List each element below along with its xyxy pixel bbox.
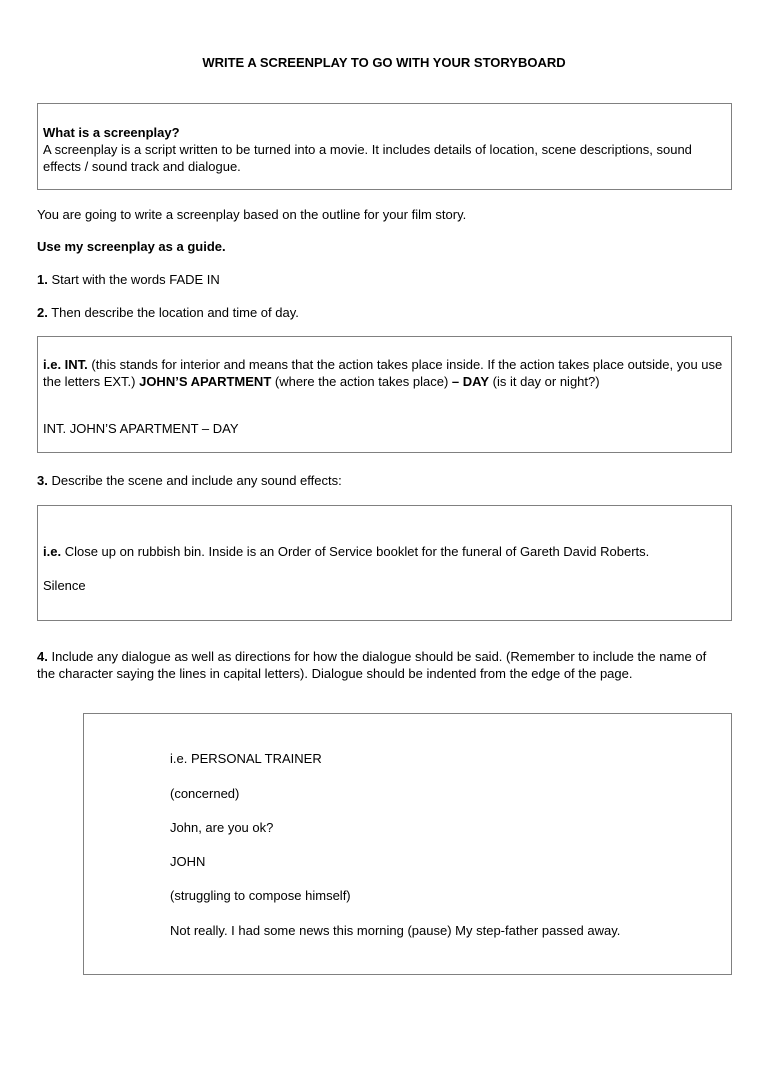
step-number: 3. [37,473,48,488]
guide-text: Use my screenplay as a guide. [37,239,226,254]
intro-text: You are going to write a screenplay based on the outline for your film story. [37,207,467,222]
step-number: 4. [37,649,48,664]
step-1 [37,271,220,288]
definition-body: A screenplay is a script written to be turned into a movie. It includes details of location, scene descriptions, sound effects / sound track and dialogue. [43,142,692,174]
location-text-2: (where the action takes place) [271,374,452,389]
location-day: – DAY [451,374,490,389]
location-ie-label: i.e. INT. [43,357,88,372]
scene-sound: Silence [43,578,86,593]
step-text: Include any dialogue as well as directions for how the dialogue should be said. (Remember to include the name of the character saying the lines in capital letters). Dialogue should be indented from the edge of the page. [37,649,707,681]
step-text: Start with the words FADE IN [47,272,220,287]
definition-box [37,103,732,190]
location-text-1: (this stands for interior and means that the action takes place inside. If the action takes place outside, you use the letters EXT.) [43,357,723,389]
step-2 [37,304,299,321]
definition-heading: What is a screenplay? [43,125,180,140]
dialogue-line: JOHN [170,854,206,869]
dialogue-box [83,713,732,975]
scene-ie-label: i.e. [43,544,62,559]
dialogue-line: i.e. PERSONAL TRAINER [170,751,322,766]
step-text: Then describe the location and time of day. [47,305,299,320]
step-text: Describe the scene and include any sound effects: [47,473,342,488]
step-4 [37,648,722,682]
dialogue-line: John, are you ok? [170,820,274,835]
scene-box [37,505,732,621]
location-text-3: (is it day or night?) [489,374,600,389]
scene-text: Close up on rubbish bin. Inside is an Order of Service booklet for the funeral of Gareth David Roberts. [61,544,650,559]
location-explanation [43,356,725,390]
step-number: 1. [37,272,48,287]
page-title: WRITE A SCREENPLAY TO GO WITH YOUR STORYBOARD [202,55,566,70]
location-box [37,336,732,453]
step-3 [37,472,342,489]
dialogue-line: Not really. I had some news this morning (pause) My step-father passed away. [170,923,621,938]
location-example: INT. JOHN’S APARTMENT – DAY [43,421,239,436]
dialogue-line: (struggling to compose himself) [170,888,351,903]
step-number: 2. [37,305,48,320]
scene-description [43,543,649,560]
dialogue-line: (concerned) [170,786,240,801]
location-apartment: JOHN’S APARTMENT [139,374,272,389]
